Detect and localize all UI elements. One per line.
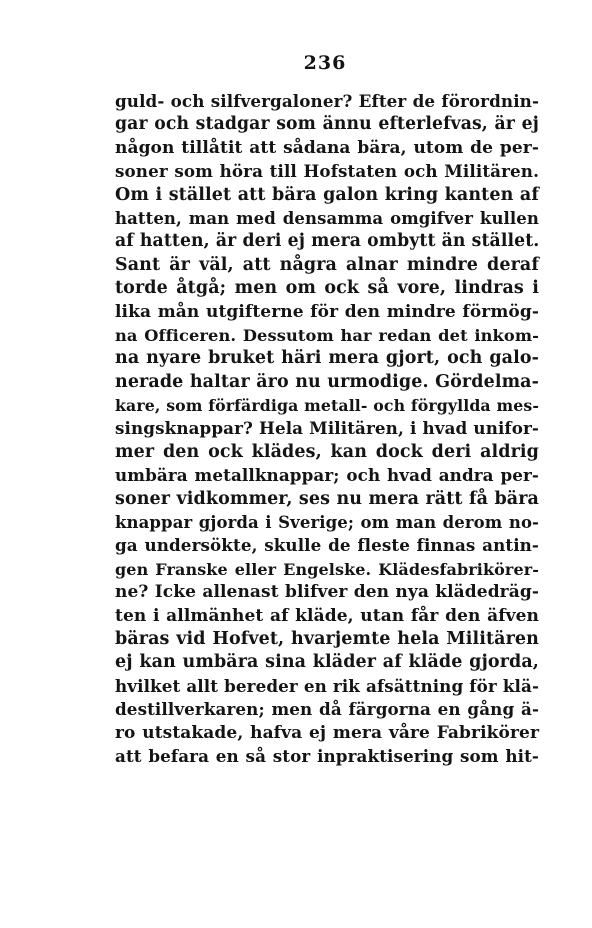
text-line: hatten, man med densamma omgifver kullen [115, 208, 539, 228]
text-line: af hatten, är deri ej mera ombytt än stället. [115, 231, 540, 252]
text-line: ej kan umbära sina kläder af kläde gjorda, [115, 652, 539, 673]
text-line: någon tillåtit att sådana bära, utom de per- [115, 137, 539, 158]
text-line: lika mån utgifterne för den mindre förmög- [115, 301, 539, 322]
text-line: kare, som förfärdiga metall- och förgyllda mes- [115, 396, 539, 416]
text-line: gen Franske eller Engelske. Klädesfabrikörer- [115, 559, 539, 579]
text-line: nerade haltar äro nu urmodige. Gördelma- [115, 371, 539, 392]
text-line: knappar gjorda i Sverige; om man derom no- [115, 513, 539, 533]
text-line: na Officeren. Dessutom har redan det inkom- [115, 325, 539, 345]
text-line: hvilket allt bereder en rik afsättning för klä- [115, 675, 539, 696]
text-line: ga undersökte, skulle de fleste finnas antin- [115, 535, 539, 556]
text-line: soner vidkommer, ses nu mera rätt få bära [115, 488, 539, 509]
text-line: ten i allmänhet af kläde, utan får den äfven [115, 605, 539, 626]
text-line: na nyare bruket häri mera gjort, och galo- [115, 348, 539, 369]
text-line: torde åtgå; men om ock så vore, lindras i [115, 278, 539, 299]
page-number: 236 [303, 52, 347, 74]
text-line: bäras vid Hofvet, hvarjemte hela Militären [115, 628, 539, 649]
text-line: att befara en så stor inpraktisering som hit- [115, 745, 539, 766]
text-line: singsknappar? Hela Militären, i hvad unifor- [115, 418, 539, 439]
text-line: soner som höra till Hofstaten och Militären. [115, 161, 539, 182]
body-text [115, 90, 539, 768]
text-line: mer den ock klädes, kan dock deri aldrig [115, 441, 539, 462]
text-line: Sant är väl, att några alnar mindre deraf [115, 254, 539, 275]
text-line: ro utstakade, hafva ej mera våre Fabrikörer [115, 722, 539, 743]
text-line: gar och stadgar som ännu efterlefvas, är ej [115, 114, 539, 135]
text-line: umbära metallknappar; och hvad andra per- [115, 465, 539, 486]
text-line: Om i stället att bära galon kring kanten af [115, 184, 539, 205]
text-line: guld- och silfvergaloner? Efter de förordnin- [115, 91, 539, 111]
text-line: destillverkaren; men då färgorna en gång ä- [115, 699, 539, 720]
text-line: ne? Icke allenast blifver den nya klädedräg- [115, 582, 539, 603]
